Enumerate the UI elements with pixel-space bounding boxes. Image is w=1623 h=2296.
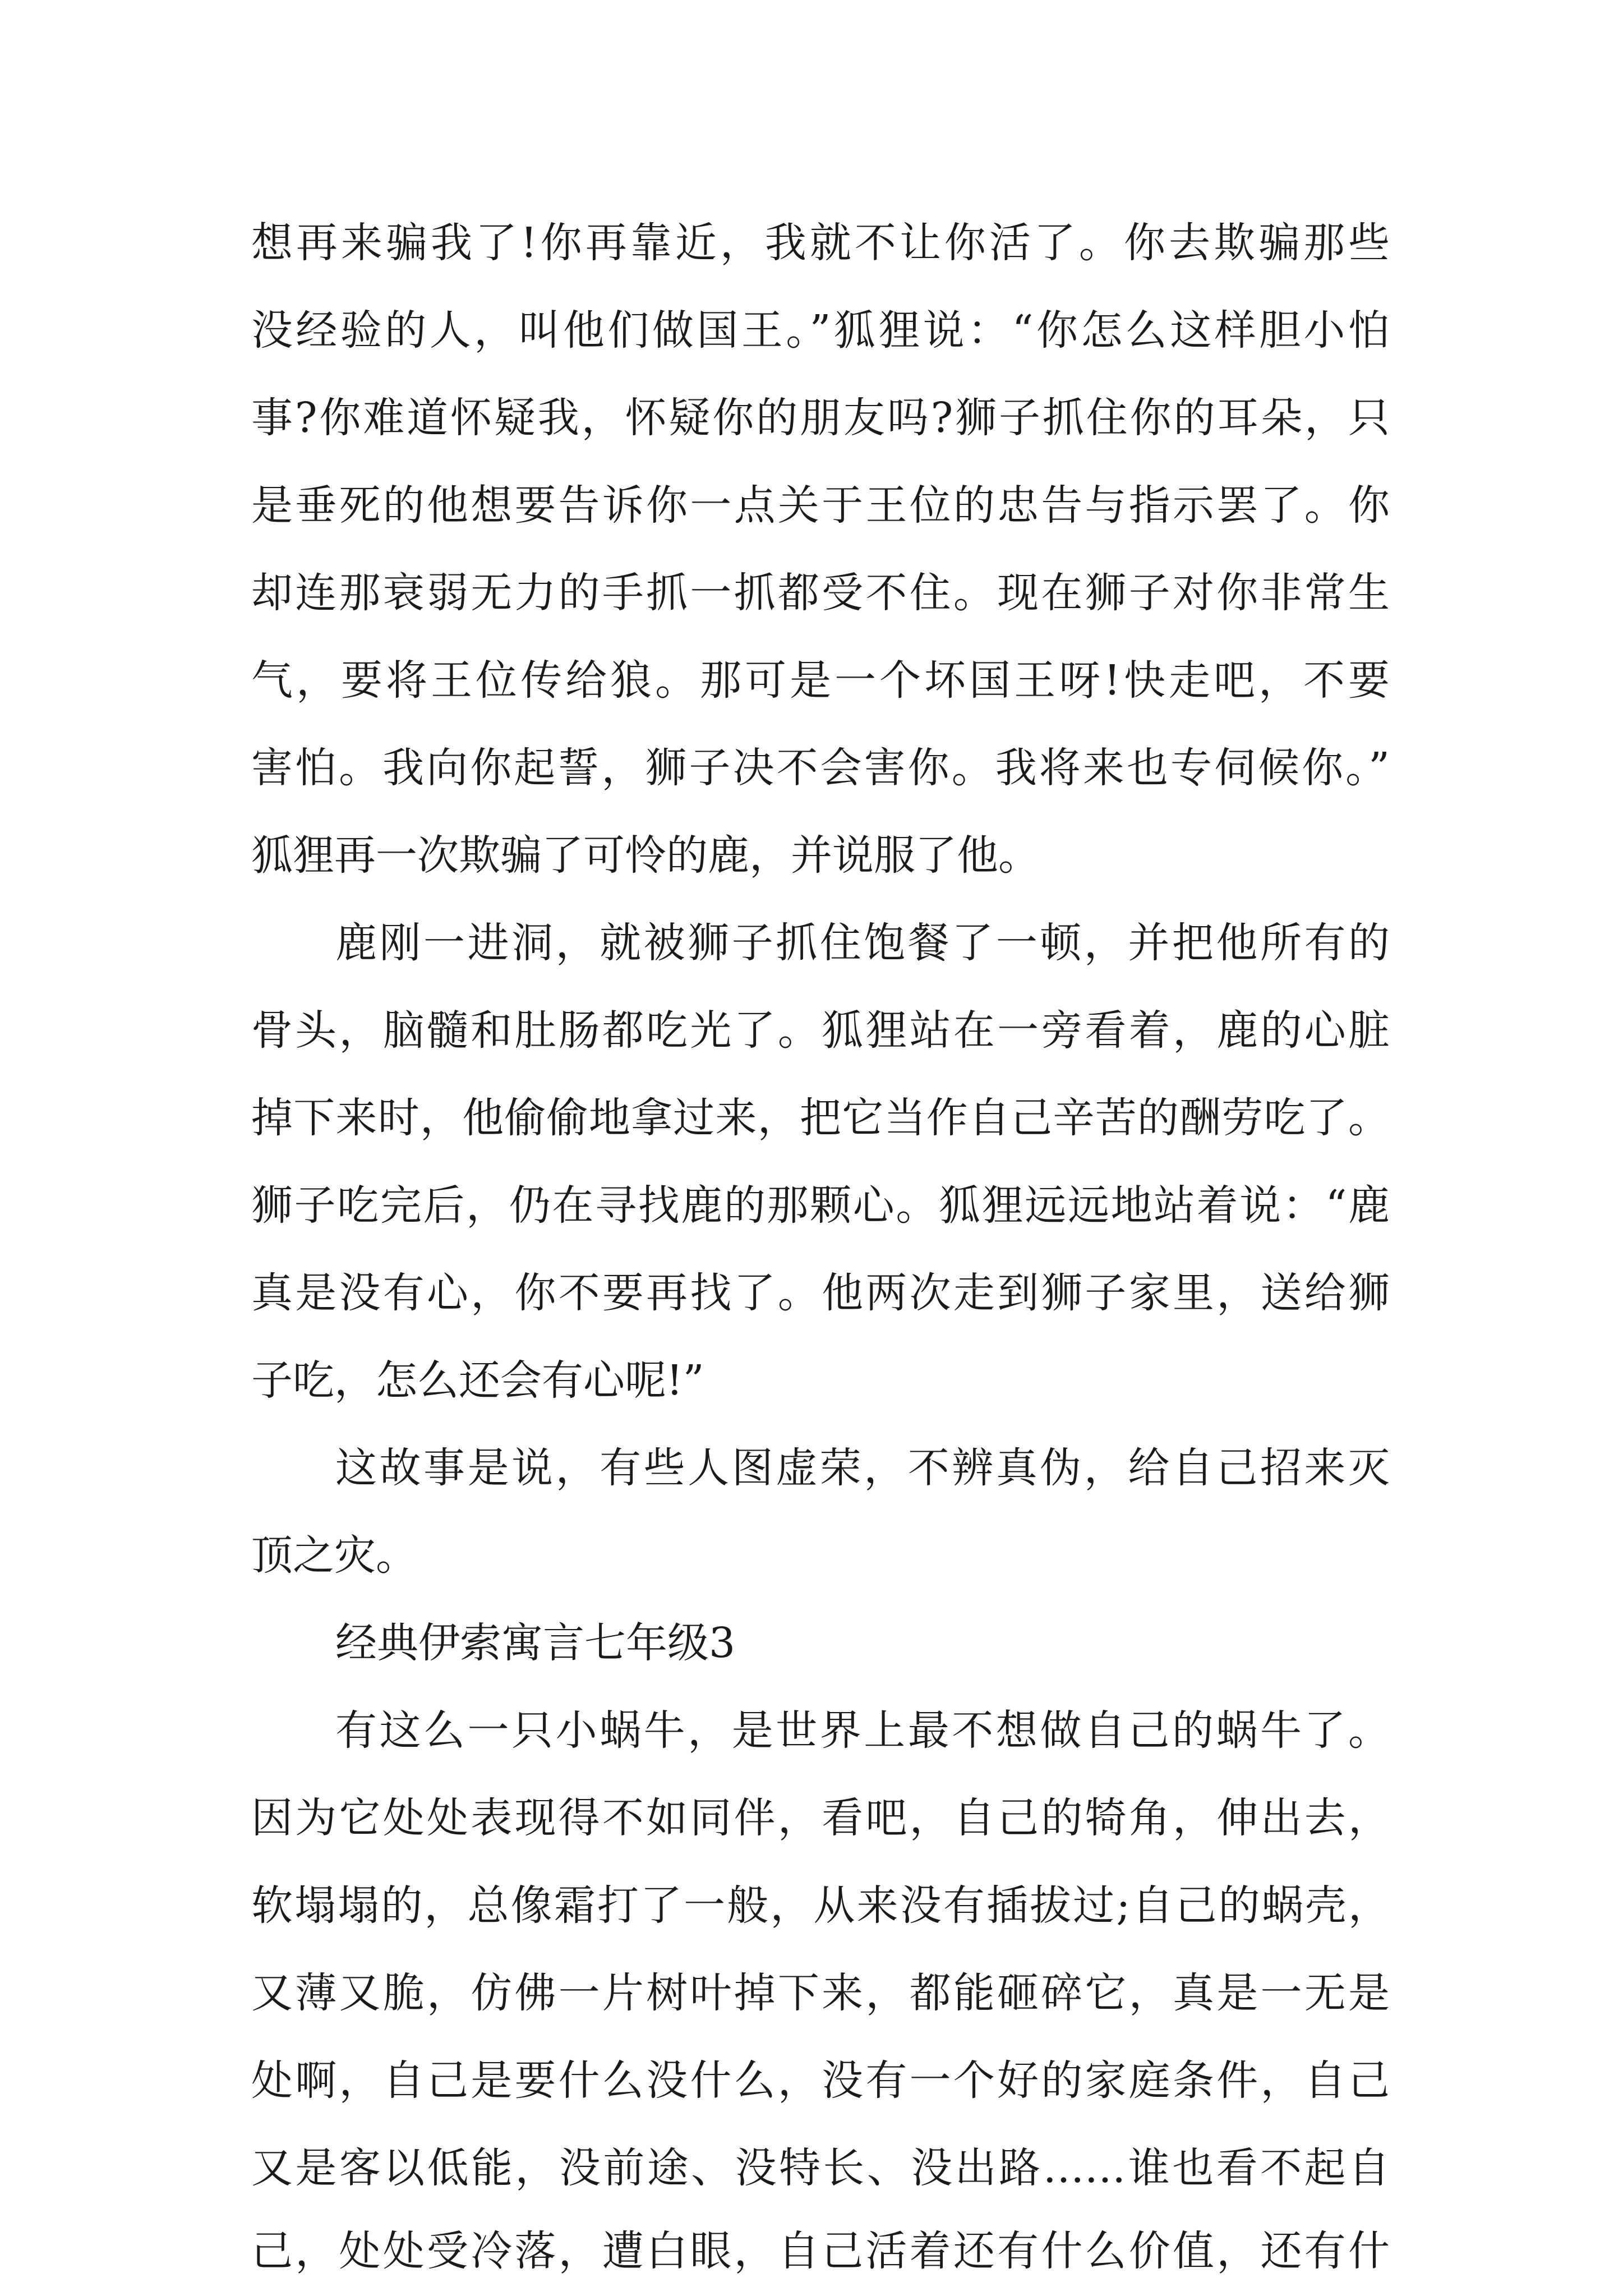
text-line: 害怕。我向你起誓，狮子决不会害你。我将来也专伺候你。” (251, 744, 1390, 792)
text-line: 狮子吃完后，仍在寻找鹿的那颗心。狐狸远远地站着说：“鹿 (251, 1181, 1390, 1230)
text-line: 又薄又脆，仿佛一片树叶掉下来，都能砸碎它，真是一无是 (251, 1969, 1390, 2017)
text-line: 这故事是说，有些人图虚荣，不辨真伪，给自己招来灭 (335, 1444, 1390, 1492)
text-line: 真是没有心，你不要再找了。他两次走到狮子家里，送给狮 (251, 1269, 1390, 1317)
text-line: 软塌塌的，总像霜打了一般，从来没有插拔过;自己的蜗壳， (251, 1881, 1390, 1930)
text-line: 狐狸再一次欺骗了可怜的鹿，并说服了他。 (251, 831, 1040, 880)
text-line: 没经验的人，叫他们做国王。”狐狸说：“你怎么这样胆小怕 (251, 306, 1390, 355)
text-line: 有这么一只小蜗牛，是世界上最不想做自己的蜗牛了。 (335, 1706, 1390, 1755)
text-line: 处啊，自己是要什么没什么，没有一个好的家庭条件，自己 (251, 2056, 1390, 2105)
text-line: 因为它处处表现得不如同伴，看吧，自己的犄角，伸出去， (251, 1794, 1390, 1842)
text-line: 子吃，怎么还会有心呢!” (251, 1356, 704, 1405)
text-line: 事?你难道怀疑我，怀疑你的朋友吗?狮子抓住你的耳朵，只 (251, 394, 1390, 442)
text-line: 己，处处受冷落，遭白眼，自己活着还有什么价值，还有什 (251, 2227, 1390, 2275)
text-line: 顶之灾。 (251, 1531, 417, 1580)
text-line: 掉下来时，他偷偷地拿过来，把它当作自己辛苦的酬劳吃了。 (251, 1094, 1390, 1142)
text-line: 鹿刚一进洞，就被狮子抓住饱餐了一顿，并把他所有的 (335, 919, 1390, 967)
text-line: 却连那衰弱无力的手抓一抓都受不住。现在狮子对你非常生 (251, 569, 1390, 617)
text-line: 骨头，脑髓和肚肠都吃光了。狐狸站在一旁看着，鹿的心脏 (251, 1006, 1390, 1055)
text-line: 气，要将王位传给狼。那可是一个坏国王呀!快走吧，不要 (251, 656, 1390, 705)
text-line: 又是客以低能，没前途、没特长、没出路……谁也看不起自 (251, 2144, 1390, 2192)
section-heading: 经典伊索寓言七年级3 (335, 1619, 736, 1667)
text-line: 想再来骗我了!你再靠近，我就不让你活了。你去欺骗那些 (251, 219, 1390, 267)
text-line: 是垂死的他想要告诉你一点关于王位的忠告与指示罢了。你 (251, 481, 1390, 530)
